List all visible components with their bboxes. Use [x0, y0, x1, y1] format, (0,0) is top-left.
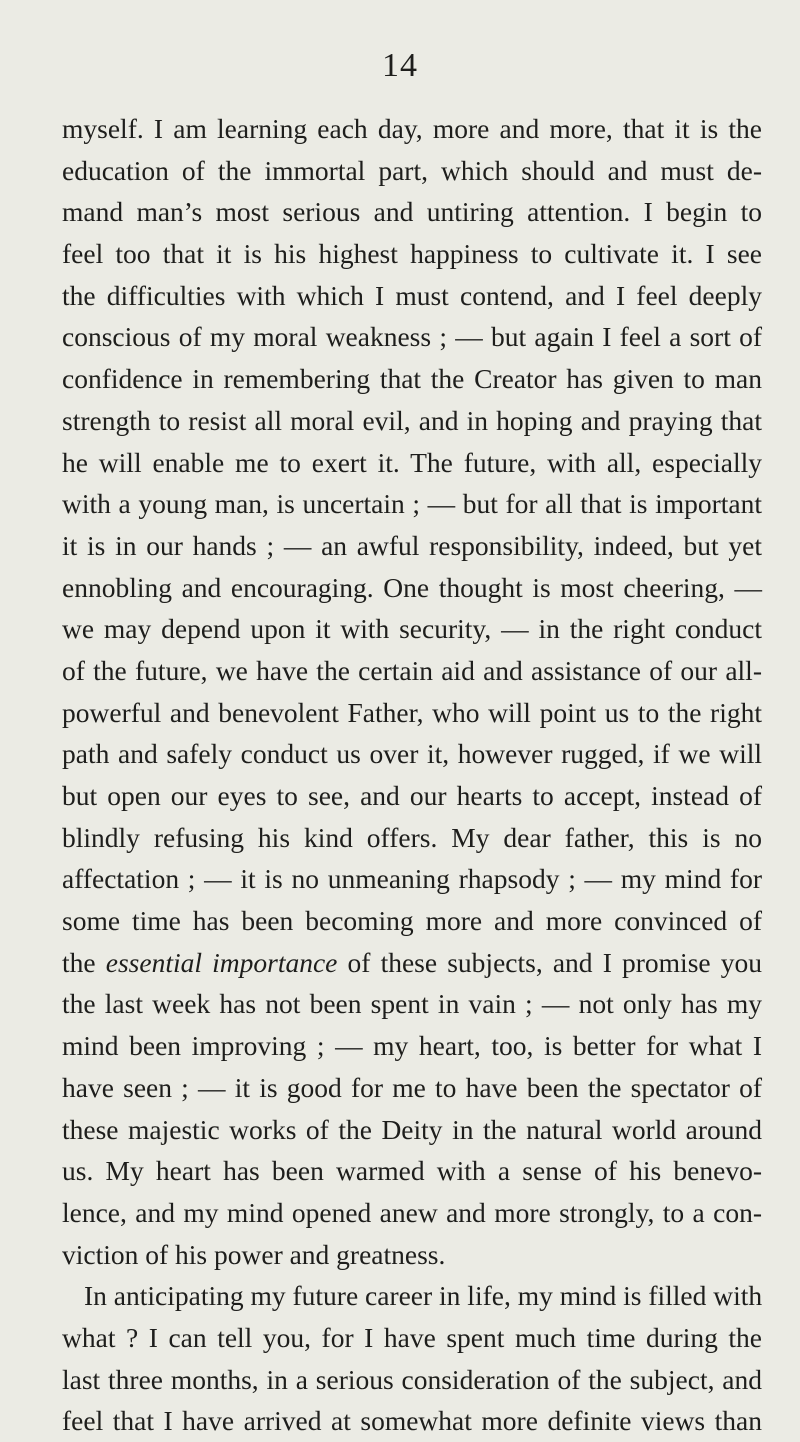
italic-text: essential importance [105, 946, 338, 978]
body-text [62, 108, 762, 1442]
text-segment: blindly refusing his kind offers. My dear father, this is no [62, 821, 762, 853]
text-segment: myself. I am learning each day, more and more, that it is the [62, 113, 762, 144]
text-line [62, 733, 762, 775]
text-segment: path and safely conduct us over it, however rugged, if we will [62, 738, 762, 770]
text-segment: viction of his power and greatness. [62, 1238, 446, 1270]
text-segment: with a young man, is uncertain ; — but for all that is important [62, 488, 762, 520]
text-line [62, 1067, 762, 1109]
text-segment: feel that I have arrived at somewhat more definite views than [62, 1405, 762, 1437]
text-line [62, 358, 762, 400]
text-segment: mand man’s most serious and untiring attention. I begin to [62, 196, 762, 228]
text-line [62, 233, 762, 275]
text-line [62, 442, 762, 484]
text-segment: of these subjects, and I promise you [337, 946, 762, 978]
text-line [62, 1192, 762, 1234]
text-line [62, 608, 762, 650]
text-line [62, 900, 762, 942]
text-line [62, 817, 762, 859]
text-segment: last three months, in a serious consideration of the subject, and [62, 1363, 762, 1395]
text-segment: affectation ; — it is no unmeaning rhapsody ; — my mind for [62, 863, 762, 895]
text-line [62, 275, 762, 317]
text-line [62, 525, 762, 567]
text-segment: the difficulties with which I must contend, and I feel deeply [62, 279, 762, 311]
text-segment: the [62, 946, 106, 978]
text-segment: strength to resist all moral evil, and in hoping and praying that [62, 404, 762, 436]
text-line [62, 1275, 762, 1317]
text-line [62, 400, 762, 442]
text-segment: lence, and my mind opened anew and more strongly, to a con- [62, 1196, 762, 1228]
text-segment: some time has been becoming more and more convinced of [62, 905, 762, 937]
text-segment: powerful and benevolent Father, who will point us to the right [62, 696, 762, 728]
text-segment: confidence in remembering that the Creator has given to man [62, 363, 762, 395]
text-segment: it is in our hands ; — an awful responsibility, indeed, but yet [62, 529, 762, 561]
text-segment: us. My heart has been warmed with a sense of his benevo- [62, 1155, 762, 1187]
text-segment: In anticipating my future career in life, my mind is filled with [84, 1280, 763, 1312]
text-segment: what ? I can tell you, for I have spent much time during the [62, 1321, 762, 1353]
text-line [62, 150, 762, 192]
text-line [62, 316, 762, 358]
text-line [62, 1025, 762, 1067]
text-line [62, 983, 762, 1025]
text-line [62, 1359, 762, 1401]
text-line [62, 483, 762, 525]
text-line [62, 567, 762, 609]
page-number: 14 [382, 47, 418, 84]
text-segment: mind been improving ; — my heart, too, is better for what I [62, 1030, 762, 1062]
text-line [62, 692, 762, 734]
text-segment: have seen ; — it is good for me to have been the spectator of [62, 1071, 762, 1103]
text-line [62, 1317, 762, 1359]
text-line [62, 108, 762, 150]
text-segment: but open our eyes to see, and our hearts to accept, instead of [62, 780, 762, 811]
text-segment: we may depend upon it with security, — in the right conduct [62, 613, 762, 645]
text-segment: these majestic works of the Deity in the natural world around [62, 1113, 762, 1145]
text-segment: feel too that it is his highest happiness to cultivate it. I see [62, 238, 762, 270]
text-segment: ennobling and encouraging. One thought is most cheering, — [62, 571, 762, 603]
text-segment: of the future, we have the certain aid and assistance of our all- [62, 654, 762, 686]
text-line [62, 858, 762, 900]
text-line [62, 650, 762, 692]
text-line [62, 1234, 762, 1276]
text-line [62, 942, 762, 984]
text-line [62, 191, 762, 233]
text-segment: conscious of my moral weakness ; — but again I feel a sort of [62, 321, 762, 353]
text-line [62, 775, 762, 817]
text-line [62, 1109, 762, 1151]
text-line [62, 1150, 762, 1192]
text-segment: he will enable me to exert it. The future, with all, especially [62, 446, 762, 478]
text-segment: the last week has not been spent in vain ; — not only has my [62, 988, 762, 1020]
text-segment: education of the immortal part, which should and must de- [62, 154, 762, 186]
